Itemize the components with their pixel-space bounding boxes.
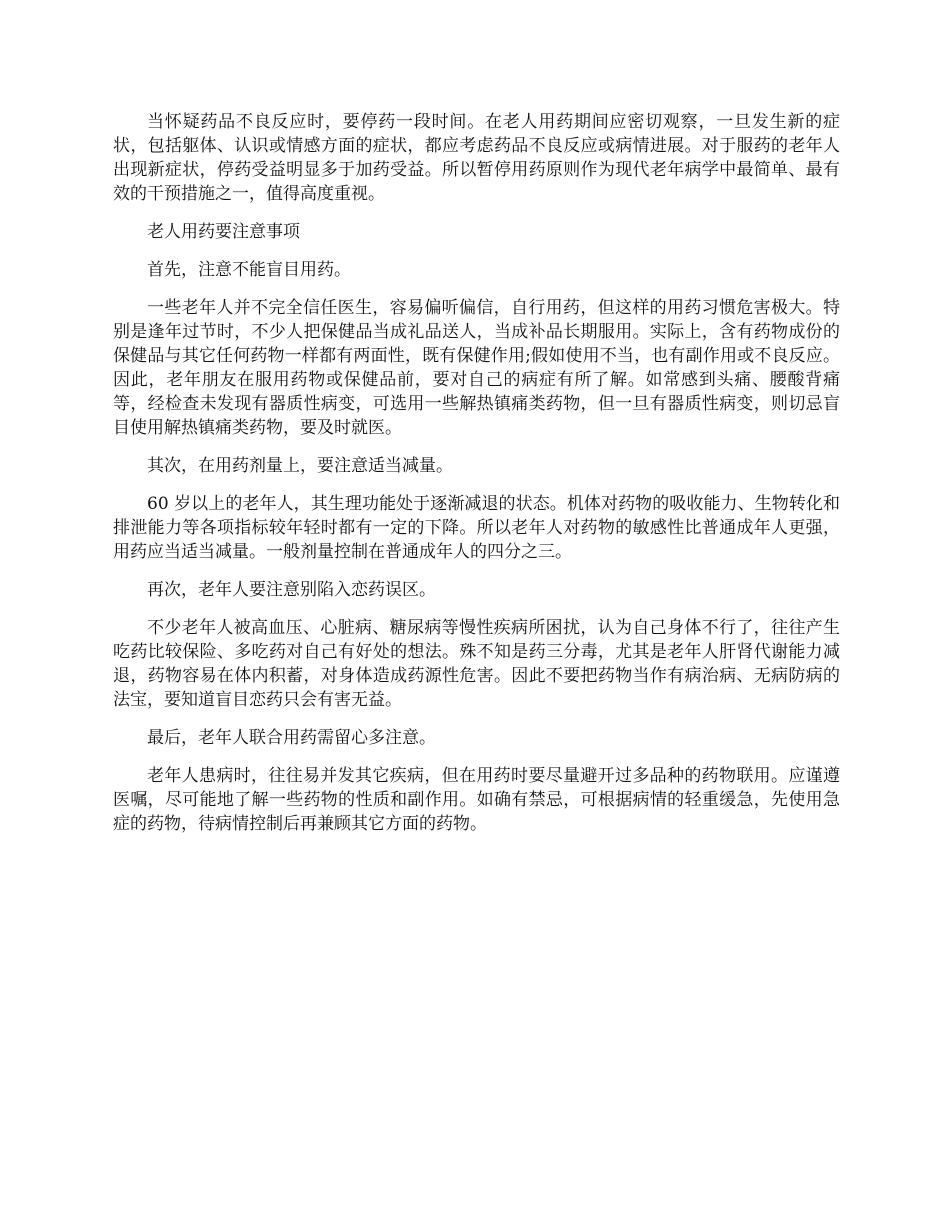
point-1-body: 一些老年人并不完全信任医生，容易偏听偏信，自行用药，但这样的用药习惯危害极大。特别是逢年过节时，不少人把保健品当成礼品送人，当成补品长期服用。实际上，含有药物成份的保健品与其它任何药物一样都有两面性，既有保健作用;假如使用不当，也有副作用或不良反应。因此，老年朋友在服用药物或保健品前，要对自己的病症有所了解。如常感到头痛、腰酸背痛等，经检查未发现有器质性病变，可选用一些解热镇痛类药物，但一旦有器质性病变，则切忌盲目使用解热镇痛类药物，要及时就医。 bbox=[113, 298, 840, 438]
point-2-body: 60 岁以上的老年人，其生理功能处于逐渐减退的状态。机体对药物的吸收能力、生物转化和排泄能力等各项指标较年轻时都有一定的下降。所以老年人对药物的敏感性比普通成年人更强，用药应当适当减量。一般剂量控制在普通成年人的四分之三。 bbox=[113, 494, 840, 562]
point-3-heading: 再次，老年人要注意别陷入恋药误区。 bbox=[147, 580, 436, 600]
point-4-heading: 最后，老年人联合用药需留心多注意。 bbox=[147, 728, 436, 748]
point-1-heading: 首先，注意不能盲目用药。 bbox=[147, 260, 351, 280]
point-2-heading: 其次，在用药剂量上，要注意适当减量。 bbox=[147, 456, 453, 476]
point-4-body: 老年人患病时，往往易并发其它疾病，但在用药时要尽量避开过多品种的药物联用。应谨遵医嘱，尽可能地了解一些药物的性质和副作用。如确有禁忌，可根据病情的轻重缓急，先使用急症的药物，待病情控制后再兼顾其它方面的药物。 bbox=[113, 766, 840, 834]
paragraph-intro: 当怀疑药品不良反应时，要停药一段时间。在老人用药期间应密切观察，一旦发生新的症状，包括躯体、认识或情感方面的症状，都应考虑药品不良反应或病情进展。对于服药的老年人出现新症状，停药受益明显多于加药受益。所以暂停用药原则作为现代老年病学中最简单、最有效的干预措施之一，值得高度重视。 bbox=[113, 112, 840, 204]
point-3-body: 不少老年人被高血压、心脏病、糖尿病等慢性疾病所困扰，认为自己身体不行了，往往产生吃药比较保险、多吃药对自己有好处的想法。殊不知是药三分毒，尤其是老年人肝肾代谢能力减退，药物容易在体内积蓄，对身体造成药源性危害。因此不要把药物当作有病治病、无病防病的法宝，要知道盲目恋药只会有害无益。 bbox=[113, 618, 840, 710]
section-heading: 老人用药要注意事项 bbox=[147, 222, 300, 242]
document-body bbox=[113, 110, 840, 850]
